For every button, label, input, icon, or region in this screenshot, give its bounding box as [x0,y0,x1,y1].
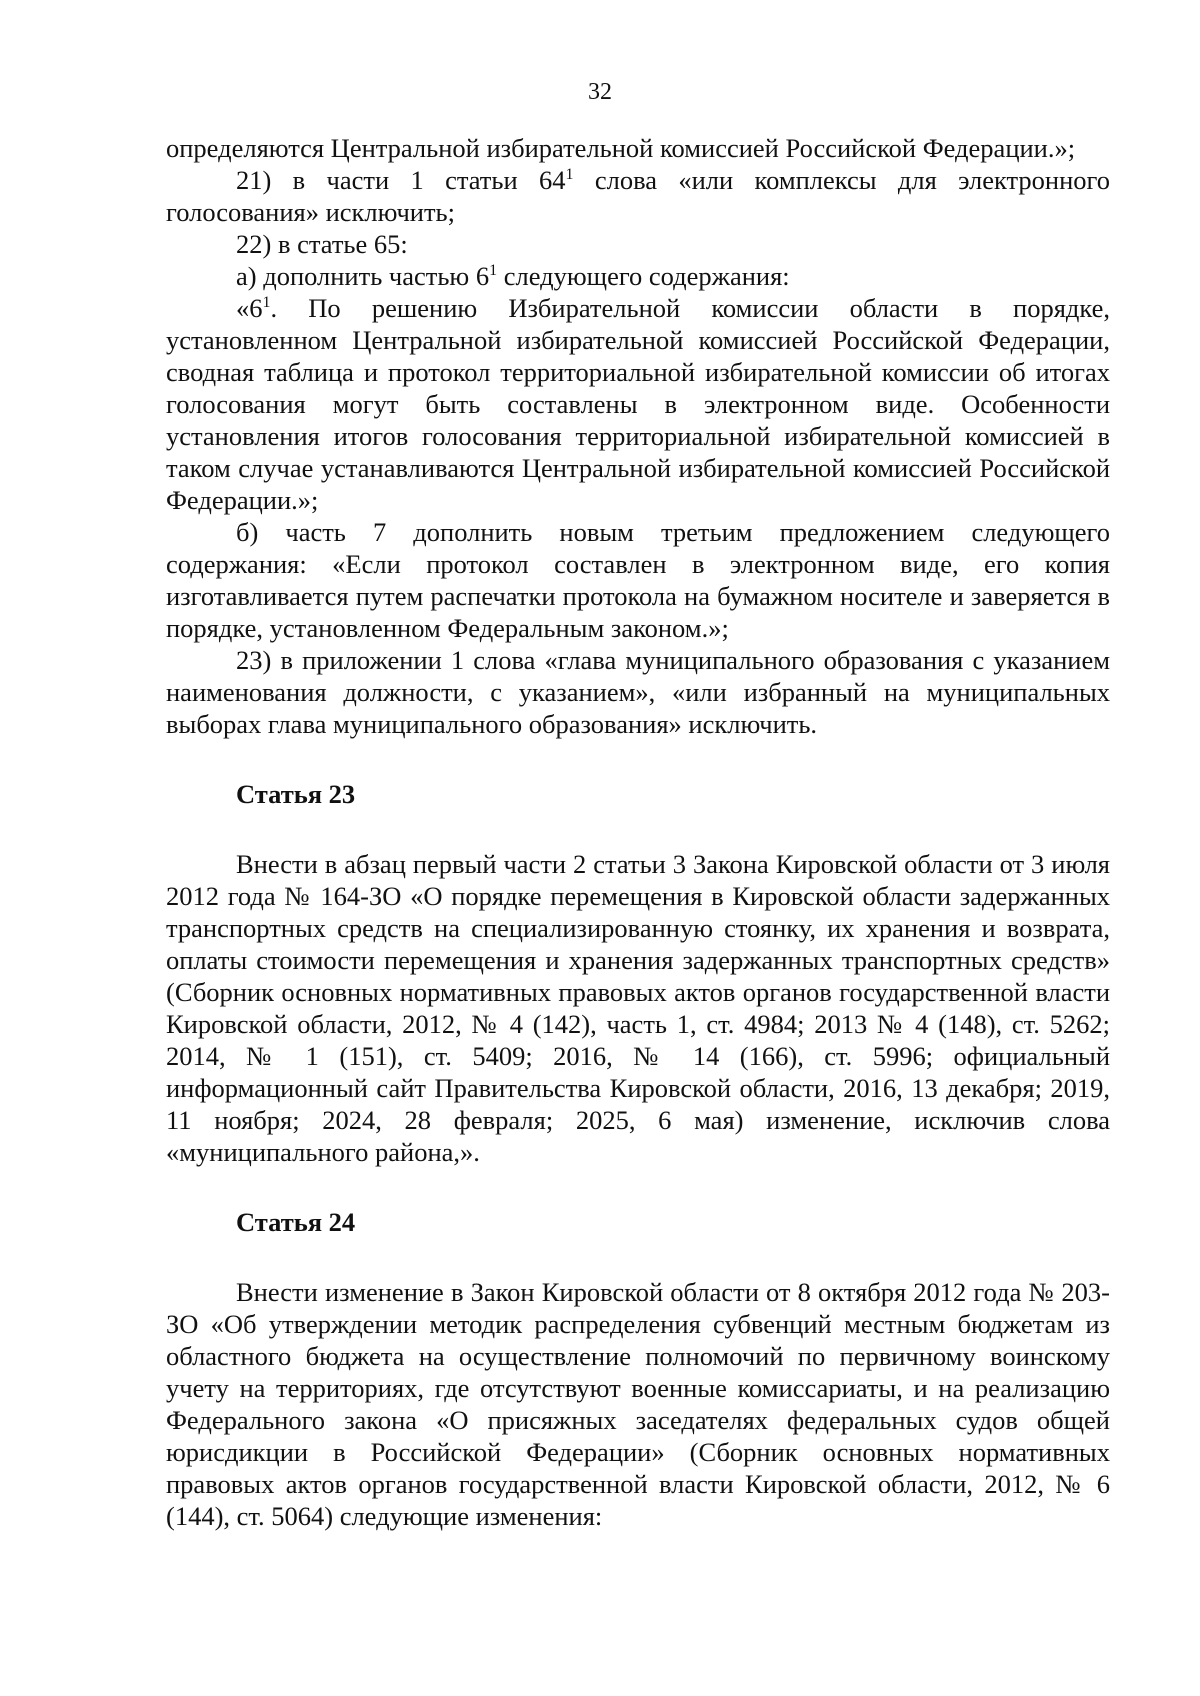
article-24-heading: Статья 24 [236,1207,356,1237]
article-23-heading: Статья 23 [236,779,356,809]
paragraph-text: «6 [236,293,263,323]
paragraph-item-b: б) часть 7 дополнить новым третьим предложением следующего содержания: «Если протокол составлен в электронном виде, его копия изготавливается путем распечатки протокола на бумажном носителе и заверяется в порядке, установленном Федеральным законом.»; [166,517,1110,643]
paragraph-text: слова «или комплексы для электронного голосования» исключить; [166,165,1110,227]
paragraph-part-6-1 [166,292,1110,516]
paragraph-text: а) дополнить частью 6 [236,261,490,291]
paragraph-text: 21) в части 1 статьи 64 [236,165,566,195]
superscript: 1 [262,294,271,312]
document-body [166,132,1110,1532]
article-23-text: Внести в абзац первый части 2 статьи 3 Закона Кировской области от 3 июля 2012 года № 164-ЗО «О порядке перемещения в Кировской области задержанных транспортных средств на специализированную стоянку, их хранения и возврата, оплаты стоимости перемещения и хранения задержанных транспортных средств» (Сборник основных нормативных правовых актов органов государственной власти Кировской области, 2012, № 4 (142), часть 1, ст. 4984; 2013 № 4 (148), ст. 5262; 2014, № 1 (151), ст. 5409; 2016, № 14 (166), ст. 5996; официальный информационный сайт Правительства Кировской области, 2016, 13 декабря; 2019, 11 ноября; 2024, 28 февраля; 2025, 6 мая) изменение, исключив слова «муниципального района,». [166,849,1110,1167]
paragraph-item-22: 22) в статье 65: [236,229,408,259]
paragraph-text: . По решению Избирательной комиссии области в порядке, установленном Центральной избирательной комиссией Российской Федерации, сводная таблица и протокол территориальной избирательной комиссии об итогах голосования могут быть составлены в электронном виде. Особенности установления итогов голосования территориальной избирательной комиссией в таком случае устанавливаются Центральной избирательной комиссией Российской Федерации.»; [166,293,1110,515]
article-24-text: Внести изменение в Закон Кировской области от 8 октября 2012 года № 203-ЗО «Об утверждении методик распределения субвенций местным бюджетам из областного бюджета на осуществление полномочий по первичному воинскому учету на территориях, где отсутствуют военные комиссариаты, и на реализацию Федерального закона «О присяжных заседателях федеральных судов общей юрисдикции в Российской Федерации» (Сборник основных нормативных правовых актов органов государственной власти Кировской области, 2012, № 6 (144), ст. 5064) следующие изменения: [166,1277,1110,1531]
superscript: 1 [565,166,574,184]
paragraph-item-21 [166,164,1110,228]
paragraph-continuation: определяются Центральной избирательной комиссией Российской Федерации.»; [166,133,1076,163]
paragraph-item-a [166,260,1110,292]
paragraph-text: следующего содержания: [497,261,790,291]
page-number: 32 [588,79,612,105]
superscript: 1 [489,262,498,280]
paragraph-item-23: 23) в приложении 1 слова «глава муниципального образования с указанием наименования должности, с указанием», «или избранный на муниципальных выборах глава муниципального образования» исключить. [166,645,1110,739]
